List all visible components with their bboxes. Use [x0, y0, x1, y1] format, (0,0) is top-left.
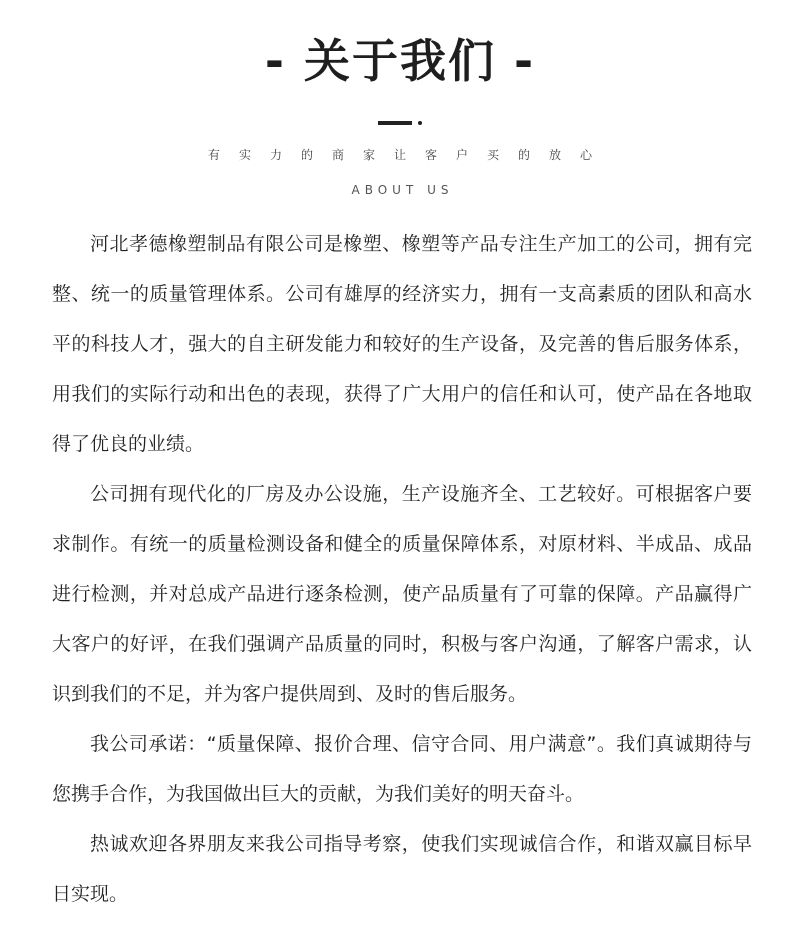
paragraph-facilities: 公司拥有现代化的厂房及办公设施，生产设施齐全、工艺较好。可根据客户要求制作。有统一的质量检测设备和健全的质量保障体系，对原材料、半成品、成品进行检测，并对总成产品进行逐条检测，使产品质量有了可靠的保障。产品赢得广大客户的好评，在我们强调产品质量的同时，积极与客户沟通，了解客户需求，认识到我们的不足，并为客户提供周到、及时的售后服务。: [52, 483, 752, 705]
about-content: [52, 219, 752, 919]
paragraph-promise: 我公司承诺：“质量保障、报价合理、信守合同、用户满意”。我们真诚期待与您携手合作，为我国做出巨大的贡献，为我们美好的明天奋斗。: [52, 733, 752, 805]
paragraph-intro: 河北孝德橡塑制品有限公司是橡塑、橡塑等产品专注生产加工的公司，拥有完整、统一的质量管理体系。公司有雄厚的经济实力，拥有一支高素质的团队和高水平的科技人才，强大的自主研发能力和较好的生产设备，及完善的售后服务体系，用我们的实际行动和出色的表现，获得了广大用户的信任和认可，使产品在各地取得了优良的业绩。: [52, 233, 752, 455]
title-divider: [0, 120, 800, 126]
divider-dot: [418, 121, 422, 125]
paragraph-welcome: 热诚欢迎各界朋友来我公司指导考察，使我们实现诚信合作，和谐双赢目标早日实现。: [52, 833, 752, 905]
page-subtitle-english: ABOUT US: [351, 183, 454, 197]
divider-bar: [378, 121, 412, 125]
page-subtitle: 有实力的商家让客户买的放心: [207, 148, 611, 162]
page-title: - 关于我们 -: [264, 34, 536, 88]
